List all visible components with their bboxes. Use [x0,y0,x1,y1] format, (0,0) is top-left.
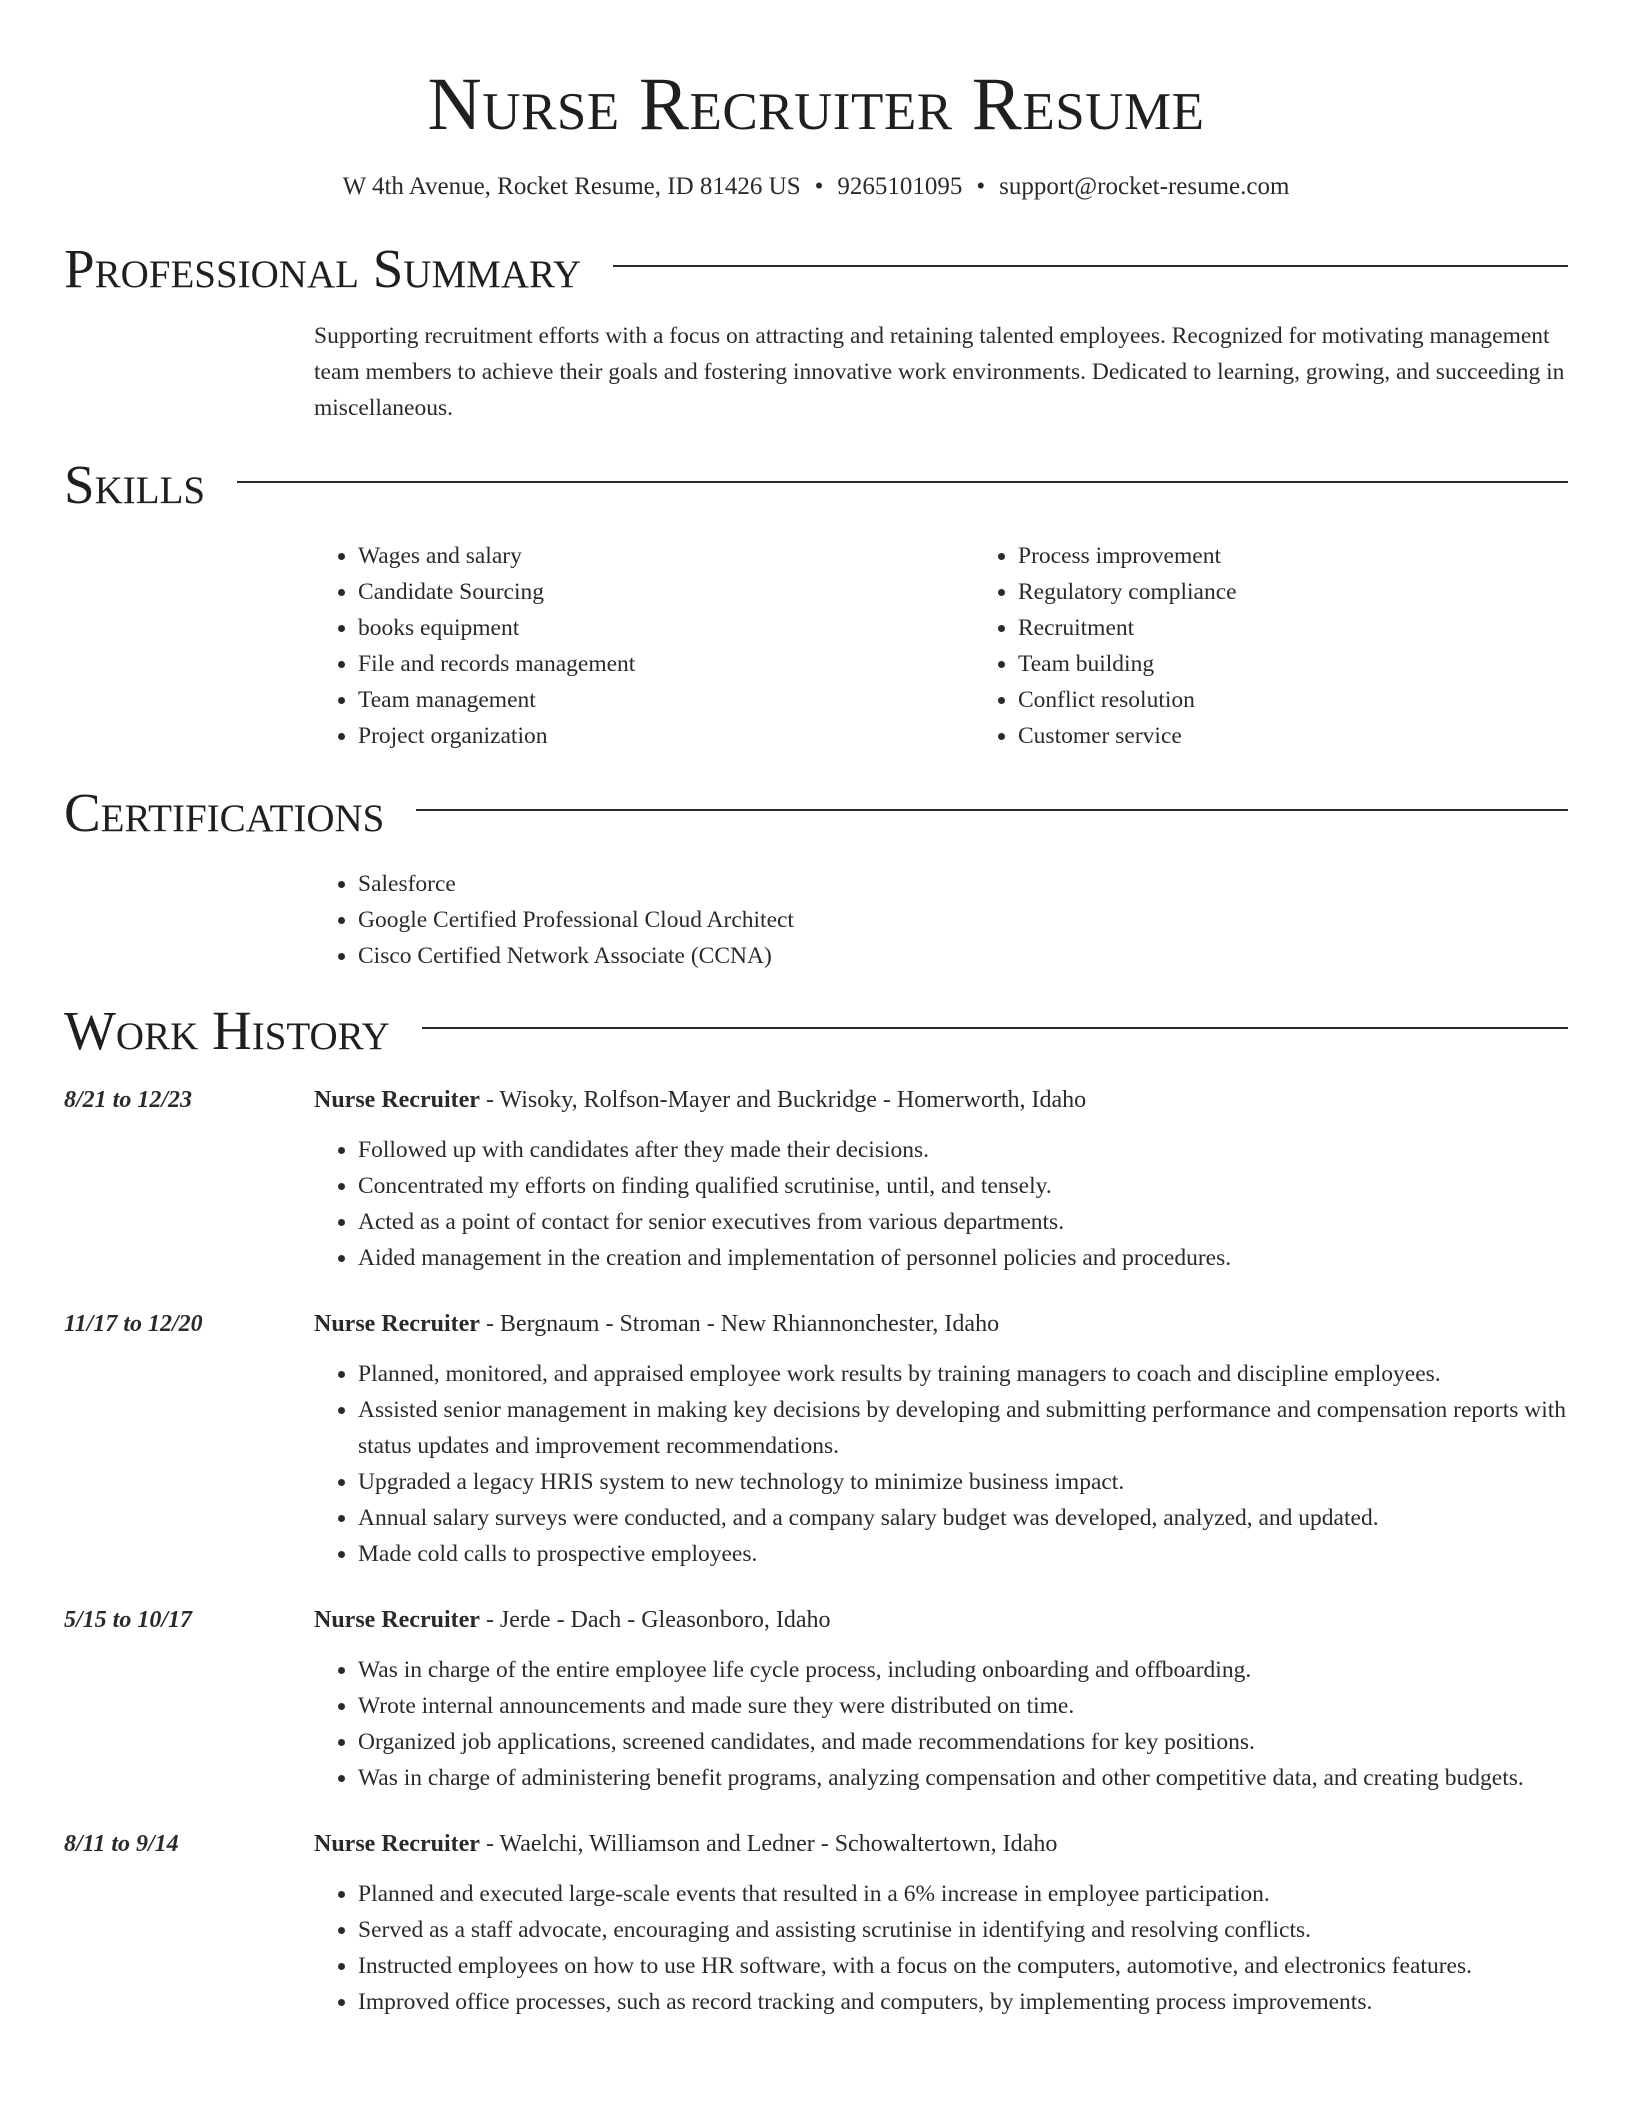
job-employer-location: - Wisoky, Rolfson-Mayer and Buckridge - Homerworth, Idaho [479,1087,1087,1113]
job-heading [314,1082,1086,1118]
job-bullet: • Concentrated my efforts on finding qualified scrutinise, until, and tensely. [358,1168,1568,1204]
job-bullets [314,1356,1568,1572]
job-header-row [64,1082,1568,1118]
job-heading [314,1826,1057,1862]
job-bullet: • Improved office processes, such as record tracking and computers, by implementing process improvements. [358,1984,1568,2020]
skill-item: • Process improvement [1018,538,1632,574]
section-divider [613,265,1568,267]
job-entry [64,1602,1568,1796]
job-header-row [64,1602,1568,1638]
job-bullet: • Followed up with candidates after they made their decisions. [358,1132,1568,1168]
job-bullet: • Made cold calls to prospective employees. [358,1536,1568,1572]
skill-item: • books equipment [358,610,974,646]
skills-list [314,538,1568,754]
summary-section [64,234,1568,426]
job-bullet: • Organized job applications, screened candidates, and made recommendations for key positions. [358,1724,1568,1760]
summary-text: Supporting recruitment efforts with a focus on attracting and retaining talented employees. Recognized for motivating management team members to achieve their goals and fostering innovative work environments. Dedicated to learning, growing, and succeeding in miscellaneous. [314,323,1565,421]
job-bullet: • Acted as a point of contact for senior executives from various departments. [358,1204,1568,1240]
job-role: Nurse Recruiter [314,1607,480,1633]
job-bullet: • Planned, monitored, and appraised employee work results by training managers to coach and discipline employees. [358,1356,1568,1392]
job-bullet: • Served as a staff advocate, encouraging and assisting scrutinise in identifying and resolving conflicts. [358,1912,1568,1948]
job-role: Nurse Recruiter [314,1087,480,1113]
certifications-section-header [64,778,1568,848]
job-bullet: • Was in charge of administering benefit programs, analyzing compensation and other competitive data, and creating budgets. [358,1760,1568,1796]
job-role: Nurse Recruiter [314,1831,480,1857]
contact-separator: • [814,173,824,200]
skills-heading: Skills [64,454,206,515]
job-dates: 8/11 to 9/14 [64,1831,179,1857]
job-bullets [314,1876,1568,2020]
certification-item: • Cisco Certified Network Associate (CCNA) [358,938,1568,974]
contact-email: support@rocket-resume.com [999,173,1290,200]
certifications-list [314,866,1568,974]
job-heading [314,1306,999,1342]
contact-phone: 9265101095 [837,173,963,200]
certifications-heading: Certifications [64,782,385,843]
skill-item: • Conflict resolution [1018,682,1632,718]
skills-section [64,450,1568,754]
job-dates: 8/21 to 12/23 [64,1087,193,1113]
certifications-body [314,866,1568,974]
section-divider [416,809,1568,811]
skill-item: • Recruitment [1018,610,1632,646]
contact-line [64,170,1568,204]
skills-column-right [974,538,1632,754]
skill-item: • Customer service [1018,718,1632,754]
work-history-heading: Work History [64,1000,390,1061]
job-entry [64,1082,1568,1276]
job-employer-location: - Bergnaum - Stroman - New Rhiannonchester, Idaho [479,1311,1000,1337]
summary-section-header [64,234,1568,304]
job-heading [314,1602,830,1638]
job-header-row [64,1306,1568,1342]
certifications-section [64,778,1568,974]
contact-separator: • [976,173,986,200]
skill-item: • File and records management [358,646,974,682]
job-bullet: • Aided management in the creation and implementation of personnel policies and procedures. [358,1240,1568,1276]
contact-address: W 4th Avenue, Rocket Resume, ID 81426 US [342,173,801,200]
work-history-section-header [64,996,1568,1066]
job-role: Nurse Recruiter [314,1311,480,1337]
job-bullet: • Upgraded a legacy HRIS system to new technology to minimize business impact. [358,1464,1568,1500]
section-divider [422,1027,1568,1029]
skill-item: • Regulatory compliance [1018,574,1632,610]
job-dates: 11/17 to 12/20 [64,1311,203,1337]
job-bullet: • Assisted senior management in making key decisions by developing and submitting performance and compensation reports with status updates and improvement recommendations. [358,1392,1568,1464]
skill-item: • Team management [358,682,974,718]
job-dates: 5/15 to 10/17 [64,1607,193,1633]
job-bullet: • Instructed employees on how to use HR software, with a focus on the computers, automotive, and electronics features. [358,1948,1568,1984]
summary-body [314,318,1568,426]
job-header-row [64,1826,1568,1862]
job-bullet: • Annual salary surveys were conducted, and a company salary budget was developed, analyzed, and updated. [358,1500,1568,1536]
job-employer-location: - Waelchi, Williamson and Ledner - Schowaltertown, Idaho [479,1831,1058,1857]
work-history-section [64,996,1568,2020]
certification-item: • Google Certified Professional Cloud Architect [358,902,1568,938]
job-entry [64,1306,1568,1572]
job-bullet: • Was in charge of the entire employee life cycle process, including onboarding and offboarding. [358,1652,1568,1688]
skill-item: • Candidate Sourcing [358,574,974,610]
skill-item: • Project organization [358,718,974,754]
resume-title: Nurse Recruiter Resume [427,63,1205,146]
certification-item: • Salesforce [358,866,1568,902]
skill-item: • Team building [1018,646,1632,682]
skills-section-header [64,450,1568,520]
job-bullet: • Wrote internal announcements and made sure they were distributed on time. [358,1688,1568,1724]
section-divider [237,481,1568,483]
skills-column-left [314,538,974,754]
job-entry [64,1826,1568,2020]
summary-heading: Professional Summary [64,238,582,299]
skill-item: • Wages and salary [358,538,974,574]
job-bullets [314,1132,1568,1276]
job-bullet: • Planned and executed large-scale events that resulted in a 6% increase in employee participation. [358,1876,1568,1912]
job-bullets [314,1652,1568,1796]
job-employer-location: - Jerde - Dach - Gleasonboro, Idaho [479,1607,831,1633]
